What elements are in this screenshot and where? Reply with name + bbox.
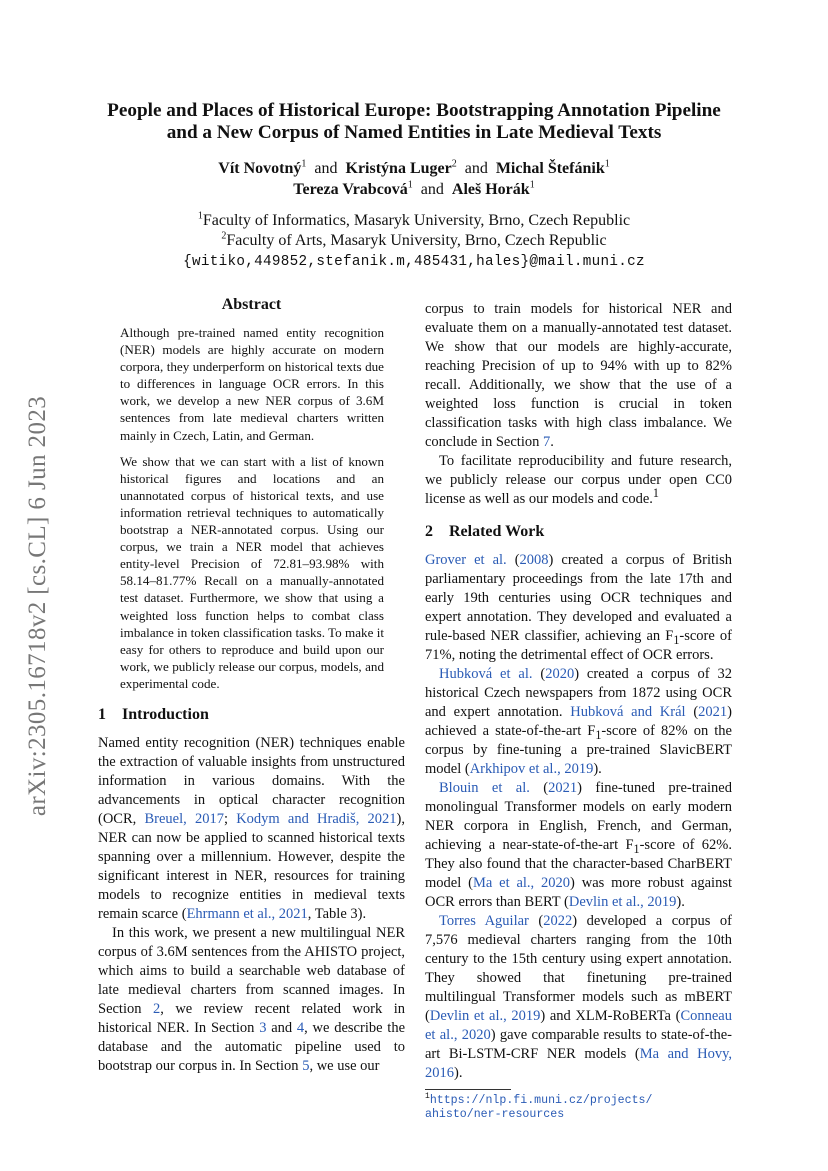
abstract-paragraph: Although pre-trained named entity recognition (NER) models are highly accurate on modern corpora, they underperform on historical texts due to differences in language OCR errors. In this work, we develop a new NER corpus of 3.6M sentences from late medieval charters written mainly in Czech, Latin, and German. <box>120 325 384 443</box>
citation-link[interactable]: Hubková et al. <box>439 666 533 682</box>
section-link[interactable]: 5 <box>302 1057 310 1074</box>
abstract-heading: Abstract <box>221 296 282 313</box>
citation-link[interactable]: Ma et al., 2020 <box>472 875 571 891</box>
section-link[interactable]: 4 <box>296 1019 305 1036</box>
body-paragraph: To facilitate reproducibility and future research, we publicly release our corpus under open CC0 license as well as our models and code.$^1$ <box>425 453 732 507</box>
affiliation: Faculty of Informatics, Masaryk University, Brno, Czech Republic <box>202 212 631 229</box>
affiliation: Faculty of Arts, Masaryk University, Brno, Czech Republic <box>226 232 607 249</box>
arxiv-stamp: arXiv:2305.16718v2 [cs.CL] 6 Jun 2023 <box>24 395 51 817</box>
citation-link[interactable]: Devlin et al., 2019 <box>429 1008 541 1024</box>
footnote-rule <box>425 1089 511 1090</box>
section-heading-introduction: 1 Introduction <box>98 705 209 723</box>
left-column <box>98 296 405 1076</box>
body-paragraph: In this work, we present a new multilingual NER corpus of 3.6M sentences from the AHISTO project, which aims to build a searchable web database of late medieval charters from scanned images. In Section 2, we review recent related work in historical NER. In Section 3 and 4, we describe the database and the automatic pipeline used to bootstrap our corpus in. In Section 5, we use our <box>98 924 406 1074</box>
citation-link[interactable]: Ma and Hovy, 2016 <box>425 1046 732 1081</box>
citation-link[interactable]: 2021 <box>698 704 728 720</box>
body-paragraph: Hubková et al. (2020) created a corpus of 32 historical Czech newspapers from 1872 using OCR and expert annotation. Hubková and Král (2021) achieved a state-of-the-art $F_1$-score of 82% on the corpus by fine-tuning a pre-trained SlavicBERT model (Arkhipov et al., 2019). <box>425 666 732 777</box>
footnote-url[interactable]: https://nlp.fi.muni.cz/projects/ ahisto/ner-resources <box>425 1094 653 1121</box>
citation-link[interactable]: 2020 <box>545 666 575 682</box>
body-paragraph: Named entity recognition (NER) techniques enable the extraction of valuable insights from unstructured information in various domains. With the advancements in optical character recognition (OCR, Breuel, 2017; Kodym and Hradiš, 2021), NER can now be applied to scanned historical texts spanning over a millennium. However, despite the significant interest in NER, resources for training models to recognize entities in medieval texts remain scarce (Ehrmann et al., 2021, Table 3). <box>98 734 405 922</box>
affiliations: $^1$Faculty of Informatics, Masaryk University, Brno, Czech Republic $^2$Faculty of Arts, Masaryk University, Brno, Czech Republic {witiko,449852,stefanik.m,485431,hales}@mail.muni.cz <box>183 210 645 270</box>
and-word: and <box>314 160 338 177</box>
citation-link[interactable]: Kodym and Hradiš, 2021 <box>236 810 397 827</box>
citation-link[interactable]: Conneau et al., 2020 <box>425 1008 732 1043</box>
author-name: Tereza Vrabcová <box>293 181 408 198</box>
citation-link[interactable]: 2008 <box>519 552 549 568</box>
title-line-1: People and Places of Historical Europe: Bootstrapping Annotation Pipeline <box>107 100 721 121</box>
body-paragraph: corpus to train models for historical NER and evaluate them on a manually-annotated test dataset. We show that our models are highly-accurate, reaching Precision of up to 94% with up to 82% recall. Additionally, we show that the use of a weighted loss function is crucial in token classification tasks with high class imbalance. We conclude in Section 7. <box>425 301 732 450</box>
citation-link[interactable]: Breuel, 2017 <box>144 810 224 827</box>
author-name: Kristýna Luger <box>345 160 452 177</box>
abstract-paragraph: We show that we can start with a list of known historical figures and locations and an unannotated corpus of historical texts, and use information retrieval techniques to automatically bootstrap a NER-annotated corpus. Using our corpus, we train a NER model that achieves entity-level Precision of 72.81–93.98% with 58.14–81.77% Recall on a manually-annotated test dataset. Furthermore, we show that using a weighted loss function helps to combat class imbalance in token classification tasks. To make it easy for others to reproduce and build upon our work, we publicly release our corpus, models, and experimental code. <box>120 453 384 691</box>
citation-link[interactable]: Blouin et al. <box>439 780 530 796</box>
section-heading-related-work: 2 Related Work <box>425 523 545 540</box>
paper-title <box>60 100 768 144</box>
footnote: $^1$https://nlp.fi.muni.cz/projects/ ahisto/ner-resources <box>425 1092 653 1121</box>
section-link[interactable]: 2 <box>152 1000 161 1017</box>
citation-link[interactable]: Torres Aguilar <box>439 913 529 929</box>
footnote-mark[interactable]: 1 <box>652 486 659 501</box>
section-link[interactable]: 3 <box>259 1019 267 1036</box>
citation-link[interactable]: 2022 <box>543 913 573 929</box>
body-paragraph: Grover et al. (2008) created a corpus of British parliamentary proceedings from the late 17th and early 19th centuries using OCR techniques and expert annotation. They developed and evaluated a rule-based NER classifier, achieving an $F_1$-score of 71%, noting the detrimental effect of OCR errors. <box>425 552 732 663</box>
citation-link[interactable]: 2021 <box>548 780 578 796</box>
citation-link[interactable]: Hubková and Král <box>570 704 686 720</box>
email-addresses[interactable]: {witiko,449852,stefanik.m,485431,hales}@mail.muni.cz <box>183 254 645 270</box>
right-column <box>425 300 732 1122</box>
author-name: Vít Novotný <box>218 160 302 177</box>
author-list: Vít Novotný$^1$ and Kristýna Luger$^2$ and Michal Štefánik$^1$ Tereza Vrabcová$^1$ and Aleš Horák$^1$ <box>218 158 610 198</box>
citation-link[interactable]: Arkhipov et al., 2019 <box>469 761 594 777</box>
citation-link[interactable]: Grover et al. <box>425 552 507 568</box>
title-line-2: and a New Corpus of Named Entities in Late Medieval Texts <box>166 122 662 143</box>
and-word: and <box>420 181 444 198</box>
author-name: Aleš Horák <box>451 181 530 198</box>
citation-link[interactable]: Devlin et al., 2019 <box>568 894 677 910</box>
citation-link[interactable]: Ehrmann et al., 2021 <box>186 905 308 922</box>
body-paragraph: Blouin et al. (2021) fine-tuned pre-trained monolingual Transformer models on early modern NER corpora in English, French, and German, achieving a near-state-of-the-art $F_1$-score of 62%. They also found that the character-based CharBERT model (Ma et al., 2020) was more robust against OCR errors than BERT (Devlin et al., 2019). <box>425 780 732 910</box>
and-word: and <box>464 160 488 177</box>
author-name: Michal Štefánik <box>495 160 605 177</box>
section-link[interactable]: 7 <box>542 434 551 450</box>
body-paragraph: Torres Aguilar (2022) developed a corpus of 7,576 medieval charters ranging from the 10th century to the 15th century using expert annotation. They showed that finetuning pre-trained multilingual Transformer models such as mBERT (Devlin et al., 2019) and XLM-RoBERTa (Conneau et al., 2020) gave comparable results to state-of-the-art Bi-LSTM-CRF NER models (Ma and Hovy, 2016). <box>425 913 732 1081</box>
